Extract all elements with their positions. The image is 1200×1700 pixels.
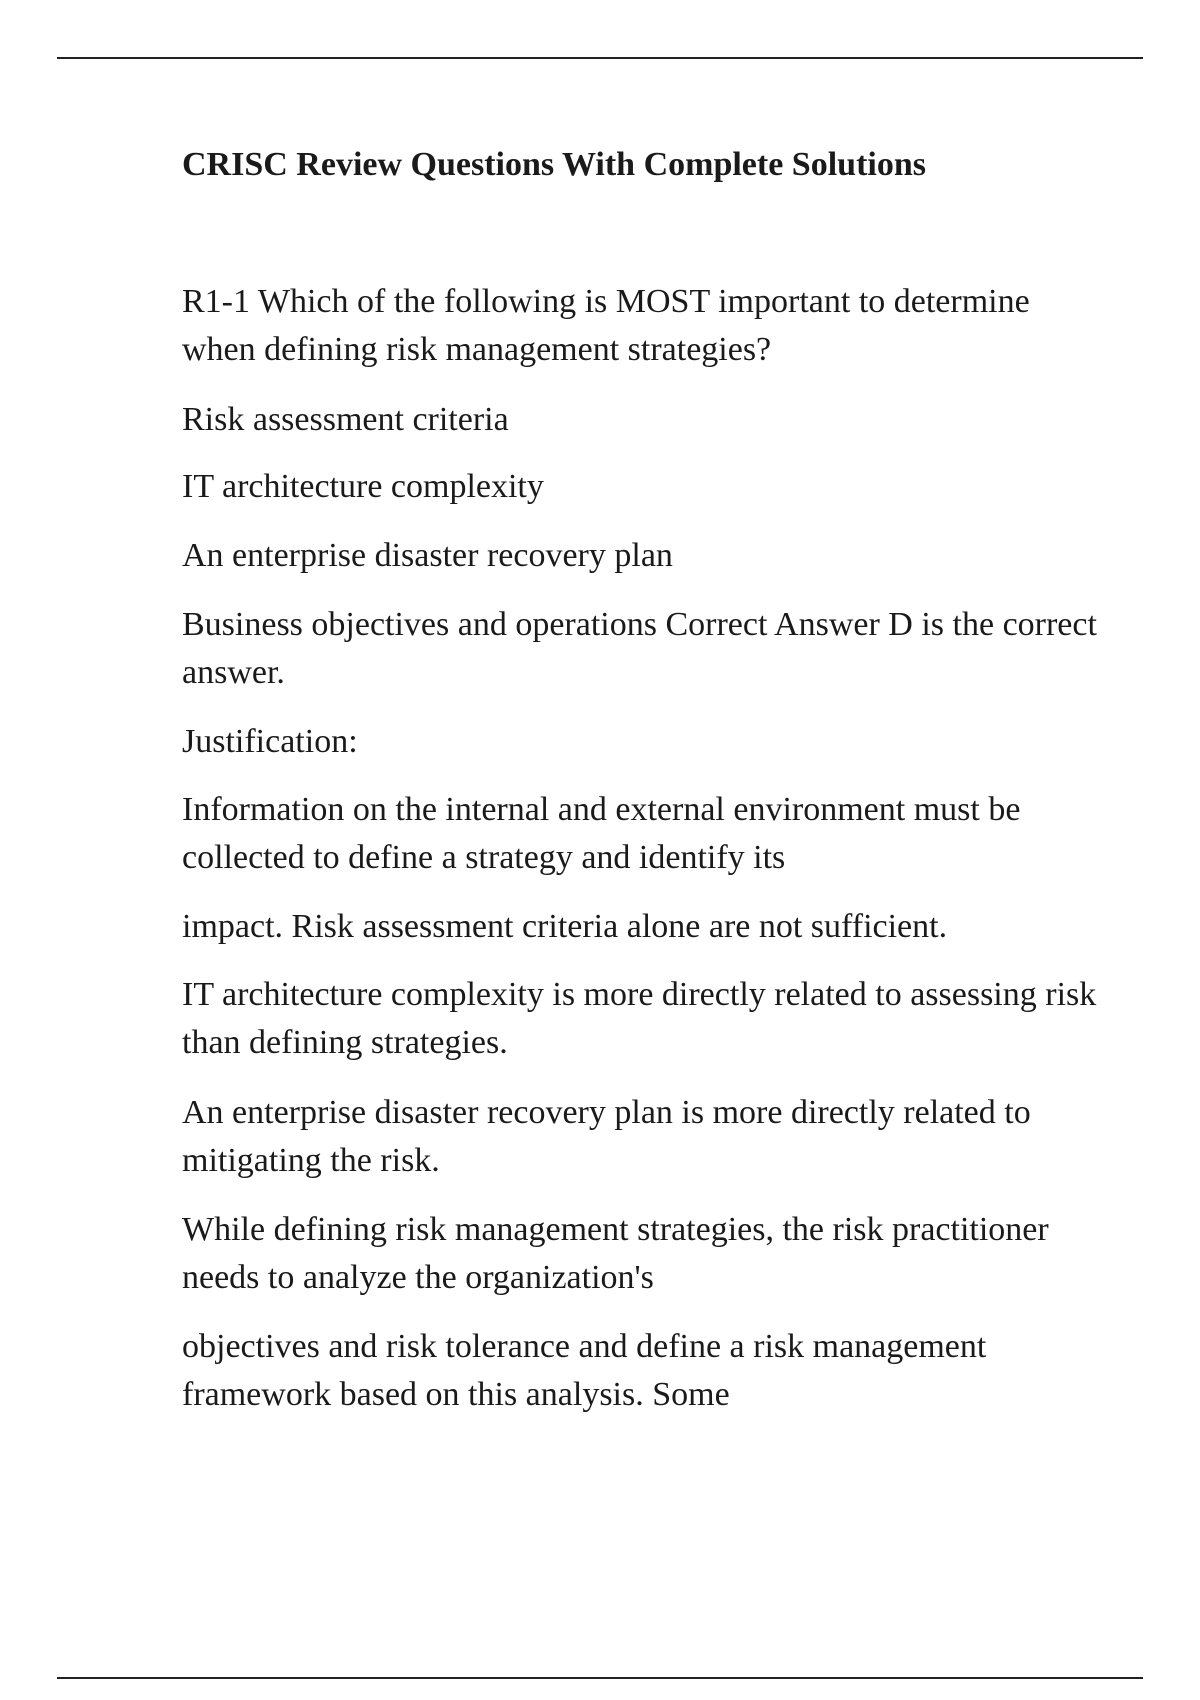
- justification-paragraph: While defining risk management strategies, the risk practitioner needs to analyze the organization's: [182, 1211, 1049, 1296]
- answer-option-a: Risk assessment criteria: [182, 401, 509, 438]
- answer-option-d-with-correct-answer: Business objectives and operations Correct Answer D is the correct answer.: [182, 606, 1097, 691]
- justification-heading: Justification:: [182, 723, 358, 760]
- answer-option-b: IT architecture complexity: [182, 468, 544, 505]
- justification-paragraph: objectives and risk tolerance and define a risk management framework based on this analysis. Some: [182, 1328, 987, 1413]
- document-title: CRISC Review Questions With Complete Solutions: [182, 146, 926, 183]
- question-text: R1-1 Which of the following is MOST important to determine when defining risk management strategies?: [182, 283, 1030, 368]
- answer-option-c: An enterprise disaster recovery plan: [182, 537, 673, 574]
- header-rule: [57, 57, 1143, 59]
- justification-paragraph: Information on the internal and external environment must be collected to define a strategy and identify its: [182, 791, 1021, 876]
- justification-paragraph: impact. Risk assessment criteria alone are not sufficient.: [182, 908, 948, 945]
- justification-paragraph: An enterprise disaster recovery plan is more directly related to mitigating the risk.: [182, 1094, 1031, 1179]
- justification-paragraph: IT architecture complexity is more directly related to assessing risk than defining strategies.: [182, 976, 1097, 1061]
- footer-rule: [57, 1677, 1143, 1679]
